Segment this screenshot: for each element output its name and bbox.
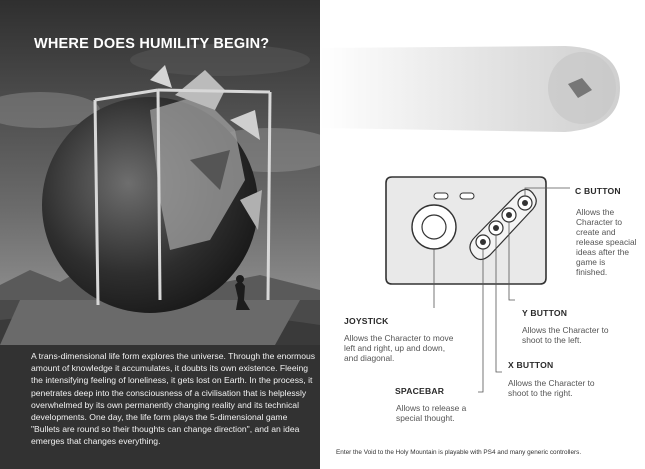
- footer-note: Enter the Void to the Holy Mountain is playable with PS4 and many generic controllers.: [336, 449, 582, 456]
- c-button-label: C BUTTON: [575, 186, 621, 196]
- x-button-description: Allows the Character to shoot to the right.: [508, 378, 595, 398]
- y-button-label: Y BUTTON: [522, 308, 568, 318]
- right-page: [320, 0, 645, 469]
- c-button-description: Allows the Character to create and release speacial ideas after the game is finished.: [576, 207, 637, 277]
- select-button: [434, 193, 448, 199]
- story-text: A trans-dimensional life form explores the universe. Through the enormous amount of knowledge it accumulates, it doubts its own existence. Fleeing the intensifying feeling of loneliness, it gets lost on Earth. In the process, it penetrates deep into the consciousness of a civilisation that is helplessly overwhelmed by its own permanently changing reality and its technical developments. One day, the life form plays the 5-dimensional game "Bullets are round so their thoughts can change direction", and an idea emerges that changes everything.: [31, 351, 316, 447]
- left-page: [0, 0, 320, 469]
- spacebar-label: SPACEBAR: [395, 386, 445, 396]
- joystick-label: JOYSTICK: [344, 316, 389, 326]
- joystick-description: Allows the Character to move left and right, up and down, and diagonal.: [344, 333, 454, 363]
- start-button: [460, 193, 474, 199]
- x-button-label: X BUTTON: [508, 360, 554, 370]
- page-title: WHERE DOES HUMILITY BEGIN?: [34, 36, 270, 52]
- y-button-description: Allows the Character to shoot to the left.: [522, 325, 609, 345]
- spacebar-description: Allows to release a special thought.: [396, 403, 467, 423]
